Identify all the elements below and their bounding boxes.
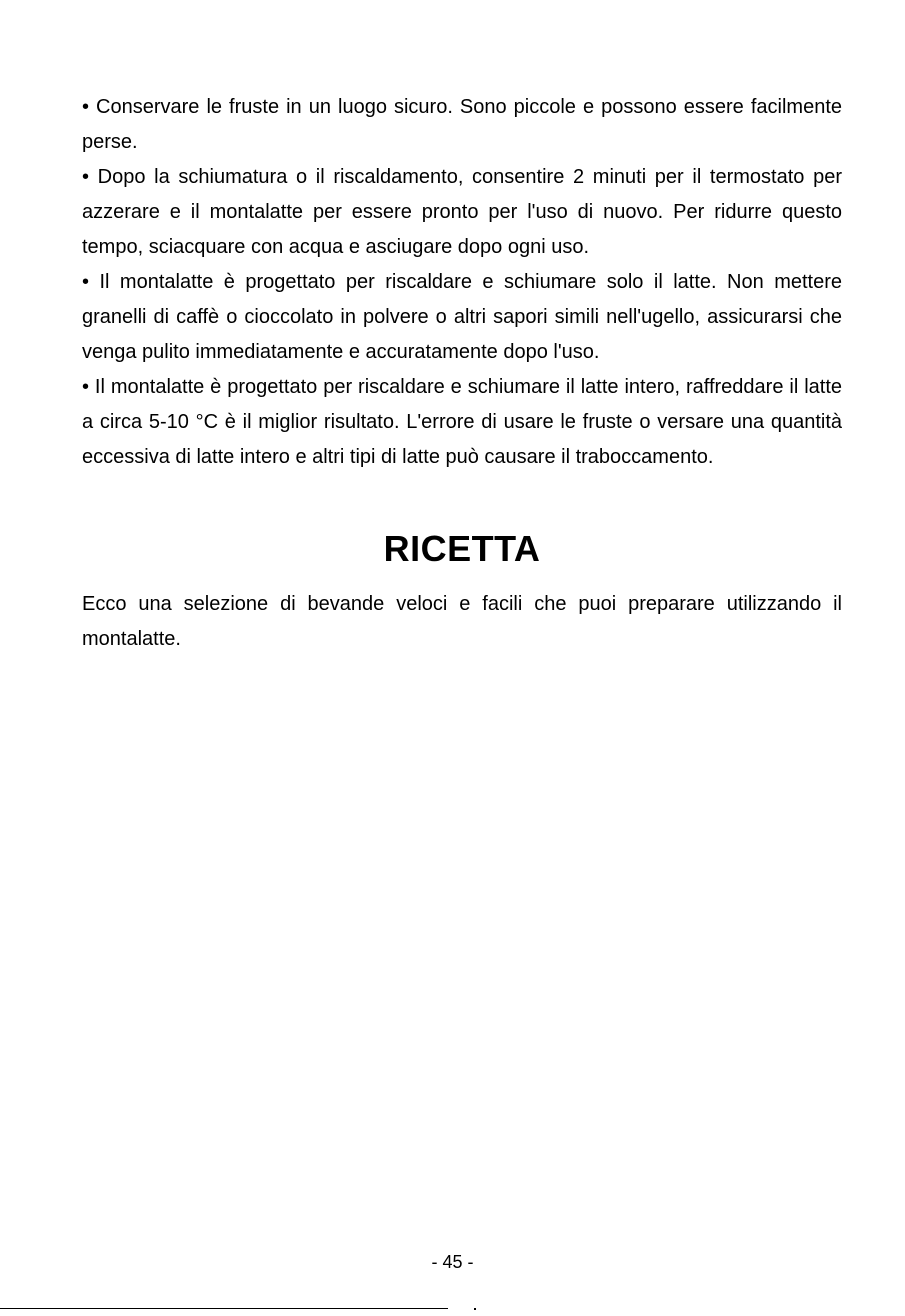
bullet-item: • Il montalatte è progettato per riscaldare e schiumare solo il latte. Non mettere granelli di caffè o cioccolato in polvere o altri sapori simili nell'ugello, assicurarsi che venga pulito immediatamente e accuratamente dopo l'uso.: [82, 271, 842, 363]
section-heading: RICETTA: [383, 528, 541, 569]
bullet-item: • Conservare le fruste in un luogo sicuro. Sono piccole e possono essere facilmente perse.: [82, 96, 842, 153]
bullet-item: • Dopo la schiumatura o il riscaldamento, consentire 2 minuti per il termostato per azzerare e il montalatte per essere pronto per l'uso di nuovo. Per ridurre questo tempo, sciacquare con acqua e asciugare dopo ogni uso.: [82, 166, 842, 258]
document-body: [82, 90, 842, 657]
section-intro: Ecco una selezione di bevande veloci e facili che puoi preparare utilizzando il montalatte.: [82, 593, 842, 650]
bullet-item: • Il montalatte è progettato per riscaldare e schiumare il latte intero, raffreddare il latte a circa 5-10 °C è il miglior risultato. L'errore di usare le fruste o versare una quantità eccessiva di latte intero e altri tipi di latte può causare il traboccamento.: [82, 376, 842, 468]
page-number: - 45 -: [431, 1252, 474, 1272]
bottom-rule: [0, 1308, 448, 1309]
bottom-mark: [474, 1308, 476, 1310]
bullet-list: [82, 90, 842, 475]
